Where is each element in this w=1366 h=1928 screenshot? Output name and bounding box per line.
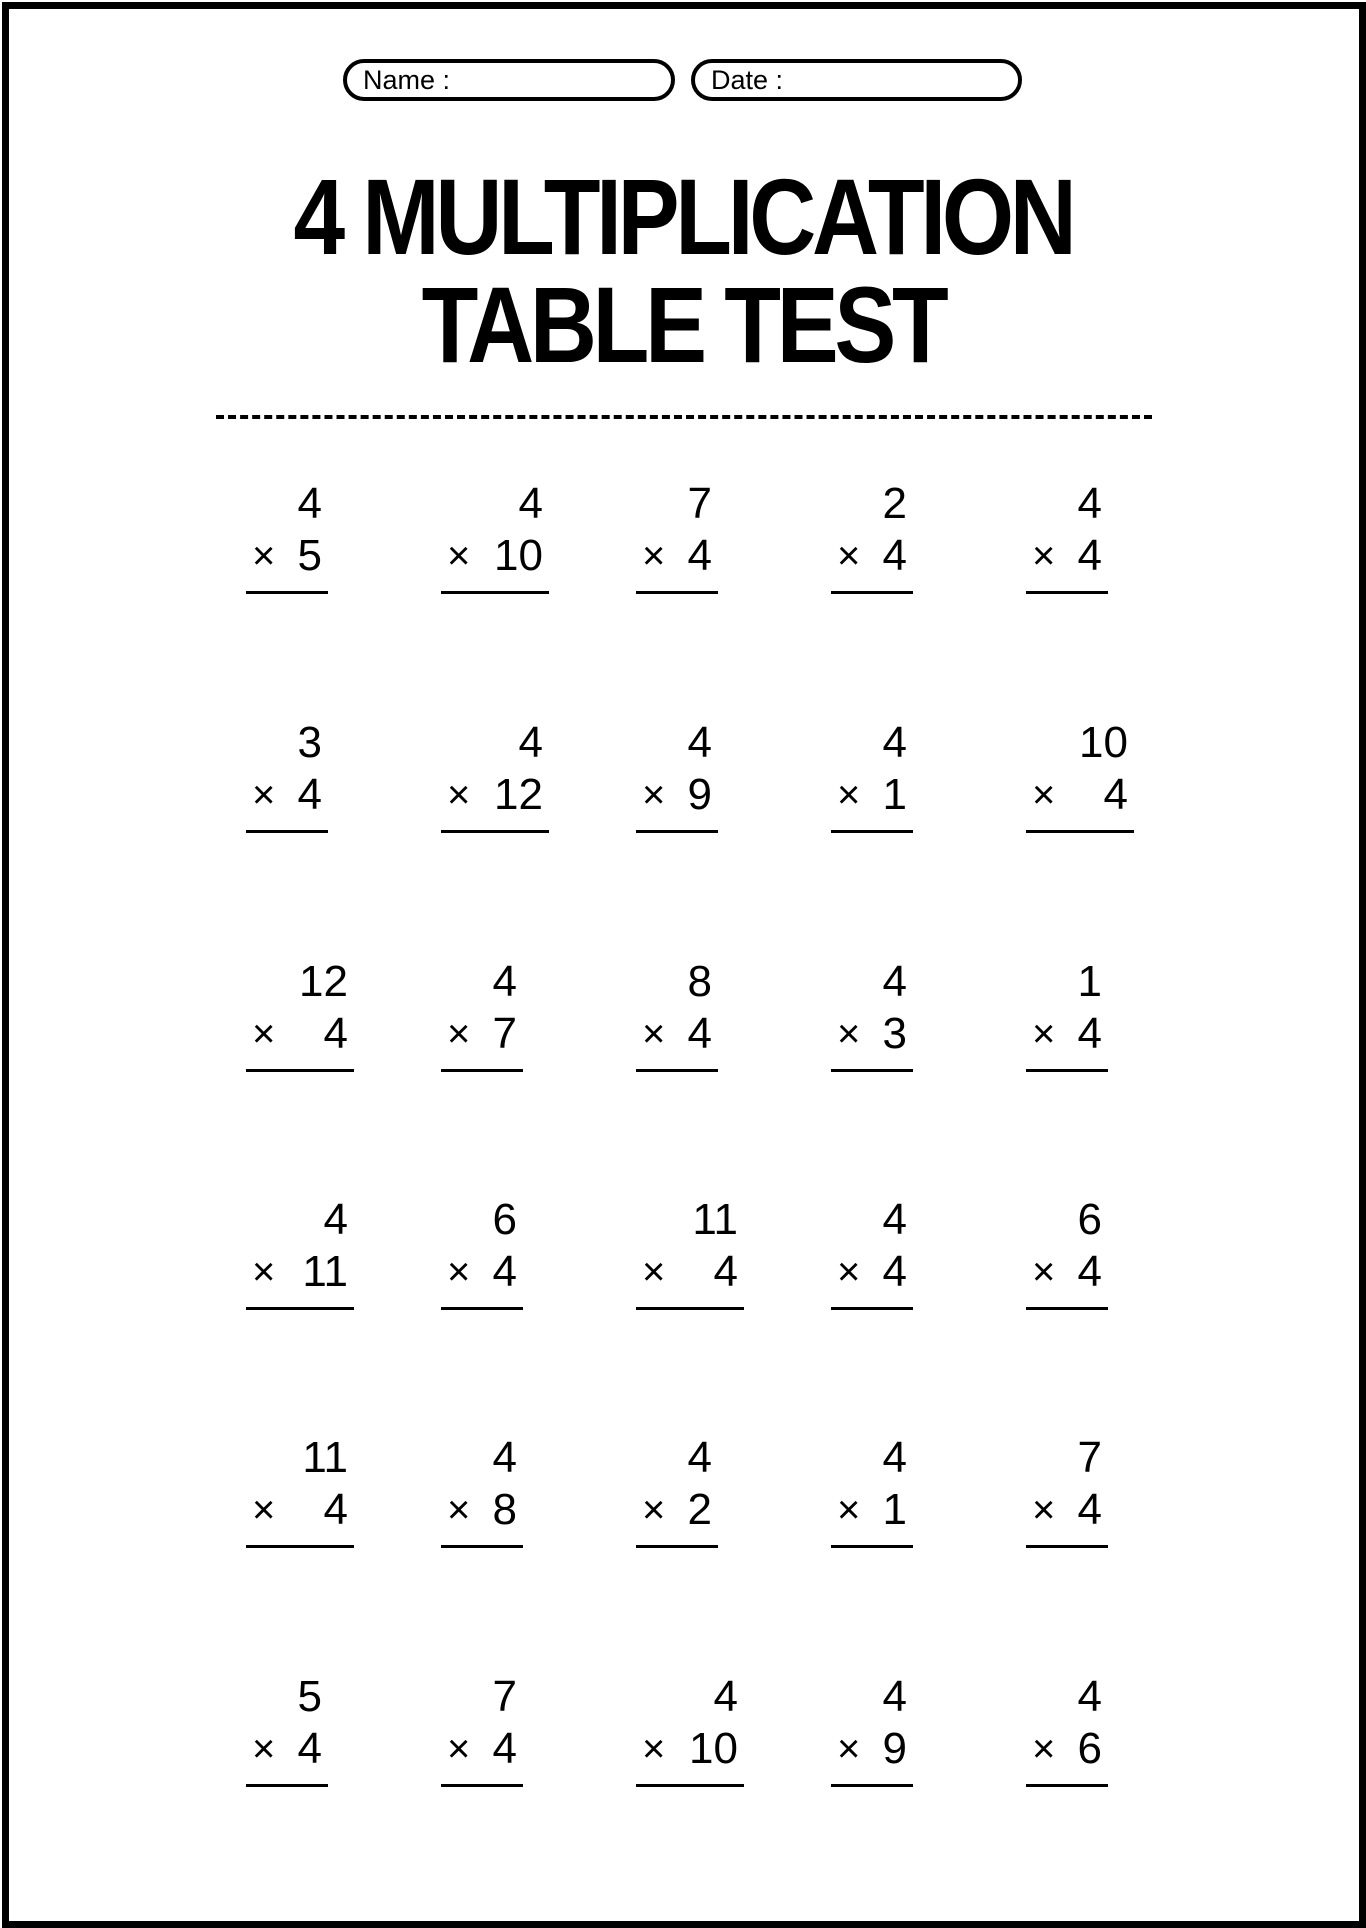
answer-line: [441, 591, 549, 594]
multiplication-problem: [636, 478, 718, 598]
multiplication-problem: [831, 1194, 913, 1314]
answer-line: [636, 1307, 744, 1310]
answer-line: [636, 1545, 718, 1548]
multiplier: 12: [494, 770, 543, 819]
multiplication-problem: [441, 956, 523, 1076]
multiplicand: 4: [882, 718, 907, 767]
times-sign: ×: [642, 1488, 666, 1532]
times-sign: ×: [447, 773, 471, 817]
multiplicand: 4: [323, 1195, 348, 1244]
multiplier: 2: [687, 1485, 712, 1534]
answer-line: [636, 1784, 744, 1787]
answer-line: [831, 830, 913, 833]
multiplicand: 4: [518, 718, 543, 767]
multiplication-problem: [441, 1671, 523, 1791]
name-field[interactable]: [343, 59, 675, 101]
date-label: Date :: [711, 65, 784, 95]
multiplier: 4: [1077, 531, 1102, 580]
times-sign: ×: [837, 1727, 861, 1771]
times-sign: ×: [1032, 1012, 1056, 1056]
multiplier: 4: [687, 1009, 712, 1058]
multiplicand: 4: [518, 479, 543, 528]
times-sign: ×: [837, 1250, 861, 1294]
answer-line: [831, 1784, 913, 1787]
multiplication-problem: [831, 478, 913, 598]
answer-line: [1026, 830, 1134, 833]
times-sign: ×: [252, 1488, 276, 1532]
date-field[interactable]: [691, 59, 1022, 101]
multiplier: 4: [323, 1485, 348, 1534]
multiplicand: 11: [302, 1433, 348, 1482]
multiplier: 3: [882, 1009, 907, 1058]
multiplicand: 7: [687, 479, 712, 528]
multiplication-problem: [246, 1432, 354, 1552]
multiplication-problem: [1026, 956, 1108, 1076]
answer-line: [1026, 1069, 1108, 1072]
times-sign: ×: [447, 1727, 471, 1771]
times-sign: ×: [837, 773, 861, 817]
multiplication-problem: [246, 1671, 328, 1791]
multiplicand: 10: [1079, 718, 1128, 767]
multiplicand: 4: [882, 957, 907, 1006]
answer-line: [441, 1307, 523, 1310]
times-sign: ×: [447, 534, 471, 578]
multiplication-problem: [246, 956, 354, 1076]
answer-line: [441, 1069, 523, 1072]
multiplier: 4: [1077, 1247, 1102, 1296]
times-sign: ×: [642, 1250, 666, 1294]
multiplication-problem: [441, 478, 549, 598]
multiplicand: 8: [687, 957, 712, 1006]
answer-line: [636, 591, 718, 594]
multiplier: 4: [1077, 1485, 1102, 1534]
times-sign: ×: [1032, 1250, 1056, 1294]
answer-line: [831, 1069, 913, 1072]
multiplier: 4: [1103, 770, 1128, 819]
times-sign: ×: [837, 1488, 861, 1532]
answer-line: [246, 591, 328, 594]
multiplier: 1: [882, 1485, 907, 1534]
multiplier: 4: [297, 770, 322, 819]
answer-line: [1026, 1784, 1108, 1787]
multiplicand: 4: [687, 718, 712, 767]
multiplicand: 7: [492, 1672, 517, 1721]
multiplicand: 4: [882, 1195, 907, 1244]
multiplier: 6: [1077, 1724, 1102, 1773]
multiplicand: 4: [492, 957, 517, 1006]
multiplier: 8: [492, 1485, 517, 1534]
times-sign: ×: [447, 1488, 471, 1532]
multiplicand: 4: [882, 1672, 907, 1721]
times-sign: ×: [447, 1250, 471, 1294]
multiplication-problem: [636, 1432, 718, 1552]
multiplicand: 4: [297, 479, 322, 528]
multiplicand: 4: [687, 1433, 712, 1482]
times-sign: ×: [447, 1012, 471, 1056]
multiplication-problem: [831, 956, 913, 1076]
answer-line: [441, 1545, 523, 1548]
answer-line: [441, 1784, 523, 1787]
multiplication-problem: [831, 1432, 913, 1552]
answer-line: [831, 1307, 913, 1310]
multiplicand: 5: [297, 1672, 322, 1721]
times-sign: ×: [1032, 534, 1056, 578]
times-sign: ×: [837, 534, 861, 578]
multiplication-problem: [1026, 1432, 1108, 1552]
multiplier: 4: [713, 1247, 738, 1296]
multiplier: 4: [323, 1009, 348, 1058]
multiplicand: 6: [492, 1195, 517, 1244]
multiplicand: 4: [1077, 1672, 1102, 1721]
multiplier: 4: [492, 1247, 517, 1296]
times-sign: ×: [642, 534, 666, 578]
multiplication-problem: [831, 717, 913, 837]
multiplication-problem: [636, 717, 718, 837]
multiplier: 4: [492, 1724, 517, 1773]
times-sign: ×: [252, 1012, 276, 1056]
answer-line: [1026, 591, 1108, 594]
answer-line: [246, 830, 328, 833]
times-sign: ×: [252, 1727, 276, 1771]
multiplier: 10: [689, 1724, 738, 1773]
multiplicand: 1: [1077, 957, 1102, 1006]
multiplication-problem: [1026, 1671, 1108, 1791]
multiplier: 4: [882, 531, 907, 580]
times-sign: ×: [642, 1727, 666, 1771]
multiplication-problem: [246, 1194, 354, 1314]
answer-line: [831, 591, 913, 594]
times-sign: ×: [1032, 1727, 1056, 1771]
times-sign: ×: [252, 1250, 276, 1294]
times-sign: ×: [252, 534, 276, 578]
multiplication-problem: [636, 1671, 744, 1791]
multiplicand: 4: [1077, 479, 1102, 528]
multiplicand: 4: [492, 1433, 517, 1482]
multiplication-problem: [441, 1194, 523, 1314]
multiplier: 10: [494, 531, 543, 580]
answer-line: [636, 830, 718, 833]
multiplication-problem: [636, 1194, 744, 1314]
times-sign: ×: [642, 773, 666, 817]
multiplier: 4: [687, 531, 712, 580]
multiplier: 1: [882, 770, 907, 819]
multiplier: 4: [1077, 1009, 1102, 1058]
multiplier: 11: [302, 1247, 348, 1296]
name-label: Name :: [363, 65, 451, 95]
answer-line: [246, 1545, 354, 1548]
times-sign: ×: [642, 1012, 666, 1056]
answer-line: [441, 830, 549, 833]
multiplication-problem: [1026, 478, 1108, 598]
dashed-divider: [216, 415, 1152, 419]
multiplication-problem: [831, 1671, 913, 1791]
multiplier: 4: [297, 1724, 322, 1773]
multiplier: 5: [297, 531, 322, 580]
multiplication-problem: [246, 478, 328, 598]
answer-line: [831, 1545, 913, 1548]
times-sign: ×: [252, 773, 276, 817]
multiplicand: 12: [299, 957, 348, 1006]
times-sign: ×: [1032, 1488, 1056, 1532]
multiplication-problem: [636, 956, 718, 1076]
multiplicand: 3: [297, 718, 322, 767]
answer-line: [1026, 1545, 1108, 1548]
multiplicand: 4: [882, 1433, 907, 1482]
times-sign: ×: [837, 1012, 861, 1056]
page-title-line-2: TABLE TEST: [421, 264, 945, 385]
answer-line: [246, 1784, 328, 1787]
answer-line: [246, 1069, 354, 1072]
multiplier: 4: [882, 1247, 907, 1296]
multiplication-problem: [441, 1432, 523, 1552]
multiplicand: 4: [713, 1672, 738, 1721]
multiplication-problem: [441, 717, 549, 837]
answer-line: [246, 1307, 354, 1310]
multiplication-problem: [246, 717, 328, 837]
multiplier: 7: [492, 1009, 517, 1058]
multiplication-problem: [1026, 1194, 1108, 1314]
answer-line: [636, 1069, 718, 1072]
multiplier: 9: [882, 1724, 907, 1773]
multiplicand: 6: [1077, 1195, 1102, 1244]
answer-line: [1026, 1307, 1108, 1310]
page-title-line-1: 4 MULTIPLICATION: [293, 156, 1073, 277]
multiplication-problem: [1026, 717, 1134, 837]
multiplicand: 11: [692, 1195, 738, 1244]
multiplier: 9: [687, 770, 712, 819]
times-sign: ×: [1032, 773, 1056, 817]
multiplicand: 7: [1077, 1433, 1102, 1482]
multiplicand: 2: [882, 479, 907, 528]
